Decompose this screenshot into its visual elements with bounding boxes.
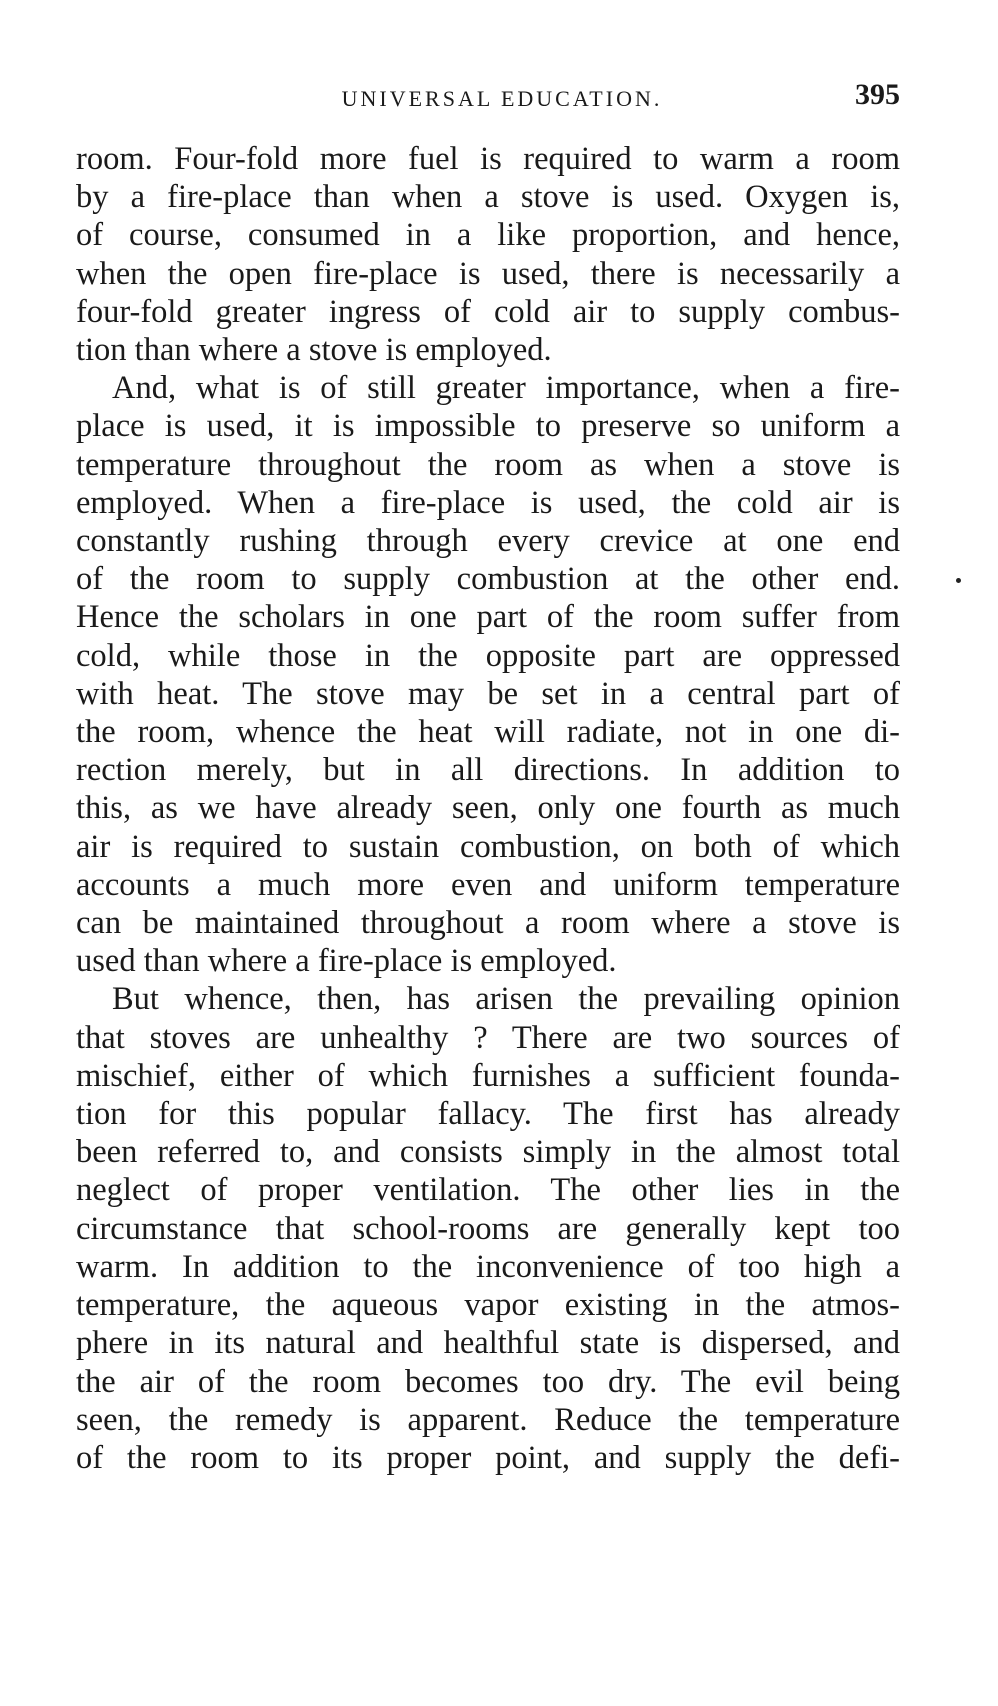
text-line-content: And, what is of still greater importance, when a fire- bbox=[112, 370, 900, 407]
text-line bbox=[76, 369, 900, 407]
page-number: 395 bbox=[855, 78, 900, 111]
text-line: warm. In addition to the inconvenience of too high a bbox=[76, 1248, 900, 1285]
text-line: accounts a much more even and uniform temperature bbox=[76, 866, 900, 903]
text-line: used than where a fire-place is employed. bbox=[76, 943, 617, 980]
text-line: phere in its natural and healthful state is dispersed, and bbox=[76, 1325, 900, 1362]
body-text bbox=[76, 140, 900, 1477]
text-line: four-fold greater ingress of cold air to supply combus- bbox=[76, 293, 900, 330]
text-line: this, as we have already seen, only one fourth as much bbox=[76, 790, 900, 827]
text-line: tion than where a stove is employed. bbox=[76, 332, 552, 369]
text-line: when the open fire-place is used, there is necessarily a bbox=[76, 255, 900, 292]
text-line: of course, consumed in a like proportion, and hence, bbox=[76, 217, 900, 254]
text-line: employed. When a fire-place is used, the cold air is bbox=[76, 484, 900, 521]
text-line: constantly rushing through every crevice at one end bbox=[76, 523, 900, 560]
text-line: with heat. The stove may be set in a central part of bbox=[76, 675, 900, 712]
text-line: air is required to sustain combustion, on both of which bbox=[76, 828, 900, 865]
text-line: mischief, either of which furnishes a sufficient founda- bbox=[76, 1057, 900, 1094]
text-line: that stoves are unhealthy ? There are two sources of bbox=[76, 1019, 900, 1056]
text-line: Hence the scholars in one part of the room suffer from bbox=[76, 599, 900, 636]
book-page bbox=[76, 78, 900, 1477]
text-line: the room, whence the heat will radiate, not in one di- bbox=[76, 714, 900, 751]
text-line: place is used, it is impossible to preserve so uniform a bbox=[76, 408, 900, 445]
text-line: room. Four-fold more fuel is required to warm a room bbox=[76, 141, 900, 177]
text-line: of the room to its proper point, and supply the defi- bbox=[76, 1439, 900, 1476]
text-line: rection merely, but in all directions. In addition to bbox=[76, 752, 900, 789]
text-line: temperature throughout the room as when a stove is bbox=[76, 446, 900, 483]
text-line: the air of the room becomes too dry. The evil being bbox=[76, 1363, 900, 1400]
text-line: circumstance that school-rooms are generally kept too bbox=[76, 1210, 900, 1247]
text-line: neglect of proper ventilation. The other lies in the bbox=[76, 1172, 900, 1209]
text-line: by a fire-place than when a stove is used. Oxygen is, bbox=[76, 179, 900, 216]
text-line: seen, the remedy is apparent. Reduce the temperature bbox=[76, 1401, 900, 1438]
text-line: been referred to, and consists simply in the almost total bbox=[76, 1134, 900, 1171]
text-line: of the room to supply combustion at the other end. bbox=[76, 561, 900, 598]
text-line-content: But whence, then, has arisen the prevailing opinion bbox=[112, 981, 900, 1018]
text-line bbox=[76, 980, 900, 1018]
text-line: temperature, the aqueous vapor existing in the atmos- bbox=[76, 1287, 900, 1324]
running-head: UNIVERSAL EDUCATION. bbox=[341, 86, 663, 111]
page-header bbox=[76, 78, 900, 126]
text-line: cold, while those in the opposite part are oppressed bbox=[76, 637, 900, 674]
text-line: tion for this popular fallacy. The first has already bbox=[76, 1096, 900, 1133]
text-line: can be maintained throughout a room where a stove is bbox=[76, 905, 900, 942]
ink-speck bbox=[956, 578, 961, 583]
